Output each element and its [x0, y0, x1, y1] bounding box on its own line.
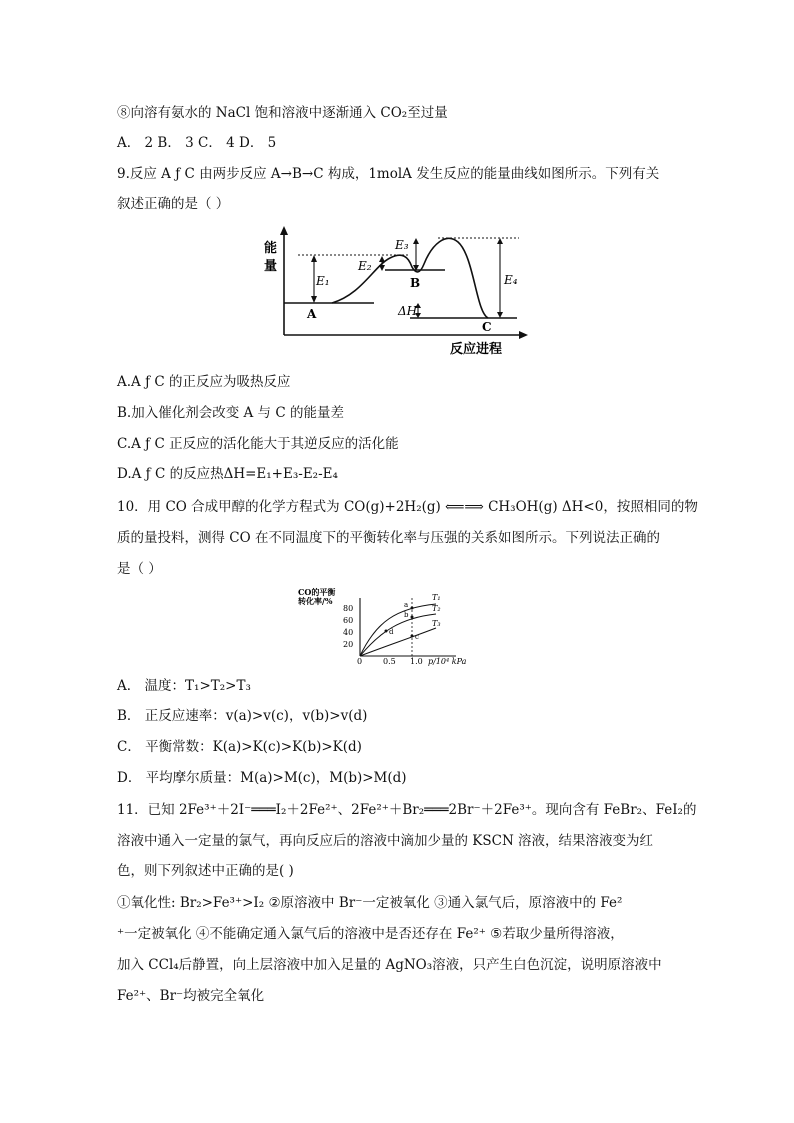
- ytick-20: 20: [343, 640, 354, 649]
- q11-statement-line2: ⁺一定被氧化 ④不能确定通入氯气后的溶液中是否还存在 Fe²⁺ ⑤若取少量所得溶液，: [117, 926, 624, 942]
- ytick-60: 60: [343, 616, 354, 625]
- chart-xlabel: p/10⁴ kPa: [428, 657, 467, 666]
- q9-option-a: A.A ƒ C 的正反应为吸热反应: [117, 374, 291, 390]
- q11-stem-line3: 色，则下列叙述中正确的是( ): [117, 863, 294, 879]
- chart-ylabel-2: 转化率/%: [298, 596, 333, 606]
- label-E1: E₁: [316, 274, 330, 288]
- q10-stem-line1: 10．用 CO 合成甲醇的化学方程式为 CO(g)+2H₂(g) ⟸⟹ CH₃OH(g) ΔH<0，按照相同的物: [117, 499, 698, 515]
- series-T2: T₂: [432, 604, 441, 613]
- q9-option-d: D.A ƒ C 的反应热ΔH=E₁+E₃-E₂-E₄: [117, 466, 338, 482]
- point-a: a: [404, 601, 409, 609]
- q8-item8: ⑧向溶有氨水的 NaCl 饱和溶液中逐渐通入 CO₂至过量: [117, 105, 448, 121]
- q9-stem-line1: 9.反应 A ƒ C 由两步反应 A→B→C 构成，1molA 发生反应的能量曲线如图所示。下列有关: [117, 166, 660, 182]
- energy-diagram: [262, 222, 532, 360]
- xtick-0.5: 0.5: [383, 657, 396, 666]
- series-T1: T₁: [432, 593, 441, 602]
- q11-statement-line1: ①氧化性: Br₂>Fe³⁺>I₂ ②原溶液中 Br⁻一定被氧化 ③通入氯气后，原溶液中的 Fe²: [117, 895, 623, 911]
- label-dH: ΔH: [398, 304, 418, 318]
- q11-statement-line3: 加入 CCl₄后静置，向上层溶液中加入足量的 AgNO₃溶液，只产生白色沉淀，说明原溶液中: [117, 957, 662, 973]
- label-E4: E₄: [504, 273, 518, 287]
- q11-stem-line1: 11．已知 2Fe³⁺＋2I⁻═══I₂＋2Fe²⁺、2Fe²⁺＋Br₂═══2Br⁻＋2Fe³⁺。现向含有 FeBr₂、FeI₂的: [117, 802, 697, 818]
- label-E3: E₃: [395, 238, 409, 252]
- conversion-chart: [296, 586, 476, 666]
- label-E2: E₂: [358, 259, 372, 273]
- label-C: C: [482, 320, 492, 334]
- chart-ylabel-1: CO的平衡: [298, 587, 336, 597]
- q10-option-b: B． 正反应速率：v(a)>v(c)，v(b)>v(d): [117, 708, 368, 724]
- point-c: c: [415, 633, 419, 641]
- q9-stem-line2: 叙述正确的是（ ）: [117, 196, 230, 212]
- xtick-0: 0: [357, 657, 363, 666]
- y-axis-label-2: 量: [264, 259, 278, 274]
- y-axis-label-1: 能: [264, 241, 278, 256]
- xtick-1.0: 1.0: [410, 657, 423, 666]
- label-A: A: [307, 307, 317, 321]
- x-axis-label: 反应进程: [450, 342, 503, 357]
- q10-option-a: A． 温度：T₁>T₂>T₃: [117, 678, 251, 694]
- q9-option-b: B.加入催化剂会改变 A 与 C 的能量差: [117, 405, 344, 421]
- ytick-80: 80: [343, 604, 354, 613]
- label-B: B: [410, 276, 421, 290]
- series-T3: T₃: [432, 619, 441, 628]
- ytick-40: 40: [343, 628, 354, 637]
- q10-stem-line3: 是（ ）: [117, 561, 162, 577]
- q9-option-c: C.A ƒ C 正反应的活化能大于其逆反应的活化能: [117, 436, 399, 452]
- q11-stem-line2: 溶液中通入一定量的氯气，再向反应后的溶液中滴加少量的 KSCN 溶液，结果溶液变为红: [117, 833, 654, 849]
- q10-stem-line2: 质的量投料，测得 CO 在不同温度下的平衡转化率与压强的关系如图所示。下列说法正确的: [117, 530, 660, 546]
- q10-option-c: C． 平衡常数：K(a)>K(c)>K(b)>K(d): [117, 739, 362, 755]
- point-d: d: [389, 628, 394, 636]
- q10-option-d: D． 平均摩尔质量：M(a)>M(c)，M(b)>M(d): [117, 770, 407, 786]
- point-b: b: [404, 611, 409, 619]
- q11-statement-line4: Fe²⁺、Br⁻均被完全氧化: [117, 988, 265, 1004]
- q8-options: A． 2 B． 3 C． 4 D． 5: [117, 135, 277, 151]
